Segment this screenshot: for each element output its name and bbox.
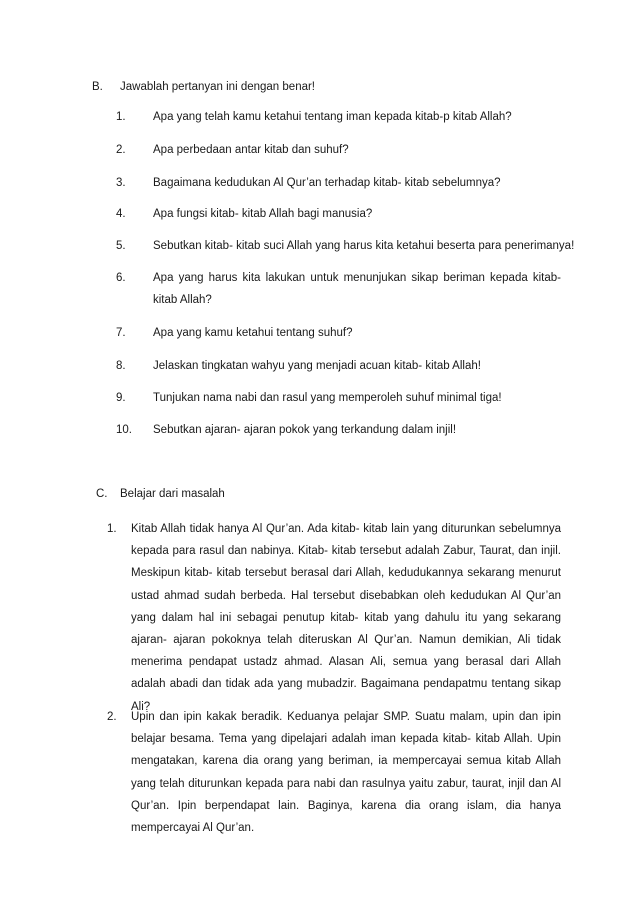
question-number: 1. xyxy=(116,111,126,123)
question-text: Apa perbedaan antar kitab dan suhuf? xyxy=(153,144,349,156)
question-text: Sebutkan kitab- kitab suci Allah yang harus kita ketahui beserta para penerimanya! xyxy=(153,240,575,252)
question-text: Apa fungsi kitab- kitab Allah bagi manusia? xyxy=(153,208,373,220)
question-text: Jelaskan tingkatan wahyu yang menjadi acuan kitab- kitab Allah! xyxy=(153,360,481,372)
question-text: Apa yang harus kita lakukan untuk menunjukan sikap beriman kepada kitab- kitab Allah? xyxy=(153,272,561,307)
question-text: Sebutkan ajaran- ajaran pokok yang terkandung dalam injil! xyxy=(153,424,457,436)
question-number: 2. xyxy=(116,144,126,156)
question-text: Tunjukan nama nabi dan rasul yang memperoleh suhuf minimal tiga! xyxy=(153,392,502,404)
section-b-letter: B. xyxy=(92,81,103,93)
section-c-heading: Belajar dari masalah xyxy=(120,488,225,500)
question-number: 10. xyxy=(116,424,132,436)
case-number: 1. xyxy=(107,523,117,535)
case-number: 2. xyxy=(107,711,117,723)
question-text: Apa yang kamu ketahui tentang suhuf? xyxy=(153,327,353,339)
section-b-heading: Jawablah pertanyan ini dengan benar! xyxy=(120,81,316,93)
question-number: 6. xyxy=(116,272,126,284)
case-text: Kitab Allah tidak hanya Al Qur’an. Ada kitab- kitab lain yang diturunkan sebelumnya kepada para rasul dan nabinya. Kitab- kitab tersebut adalah Zabur, Taurat, dan injil. Meskipun kitab- kitab tersebut berasal dari Allah, kedudukannya sekarang menurut ustad ahmad sudah berbeda. Hal tersebut disebabkan oleh kedudukan Al Qur’an yang dalam hal ini sebagai penutup kitab- kitab yang dahulu itu yang sekarang ajaran- ajaran pokoknya telah diteruskan Al Qur’an. Namun demikian, Ali tidak menerima pendapat ustadz ahmad. Alasan Ali, semua yang berasal dari Allah adalah abadi dan tidak ada yang mubadzir. Bagaimana pendapatmu tentang sikap Ali? xyxy=(131,523,561,713)
question-number: 9. xyxy=(116,392,126,404)
question-number: 8. xyxy=(116,360,126,372)
case-text: Upin dan ipin kakak beradik. Keduanya pelajar SMP. Suatu malam, upin dan ipin belajar besama. Tema yang dipelajari adalah iman kepada kitab- kitab Allah. Upin mengatakan, karena dia orang yang beriman, ia mempercayai semua kitab Allah yang telah diturunkan kepada para nabi dan rasulnya yaitu zabur, taurat, injil dan Al Qur’an. Ipin berpendapat lain. Baginya, karena dia orang islam, dia hanya mempercayai Al Qur’an. xyxy=(131,711,561,835)
question-text: Bagaimana kedudukan Al Qur’an terhadap kitab- kitab sebelumnya? xyxy=(153,177,501,189)
section-c-letter: C. xyxy=(96,488,108,500)
question-text: Apa yang telah kamu ketahui tentang iman kepada kitab-p kitab Allah? xyxy=(153,111,512,123)
question-number: 7. xyxy=(116,327,126,339)
question-number: 3. xyxy=(116,177,126,189)
question-number: 4. xyxy=(116,208,126,220)
question-number: 5. xyxy=(116,240,126,252)
